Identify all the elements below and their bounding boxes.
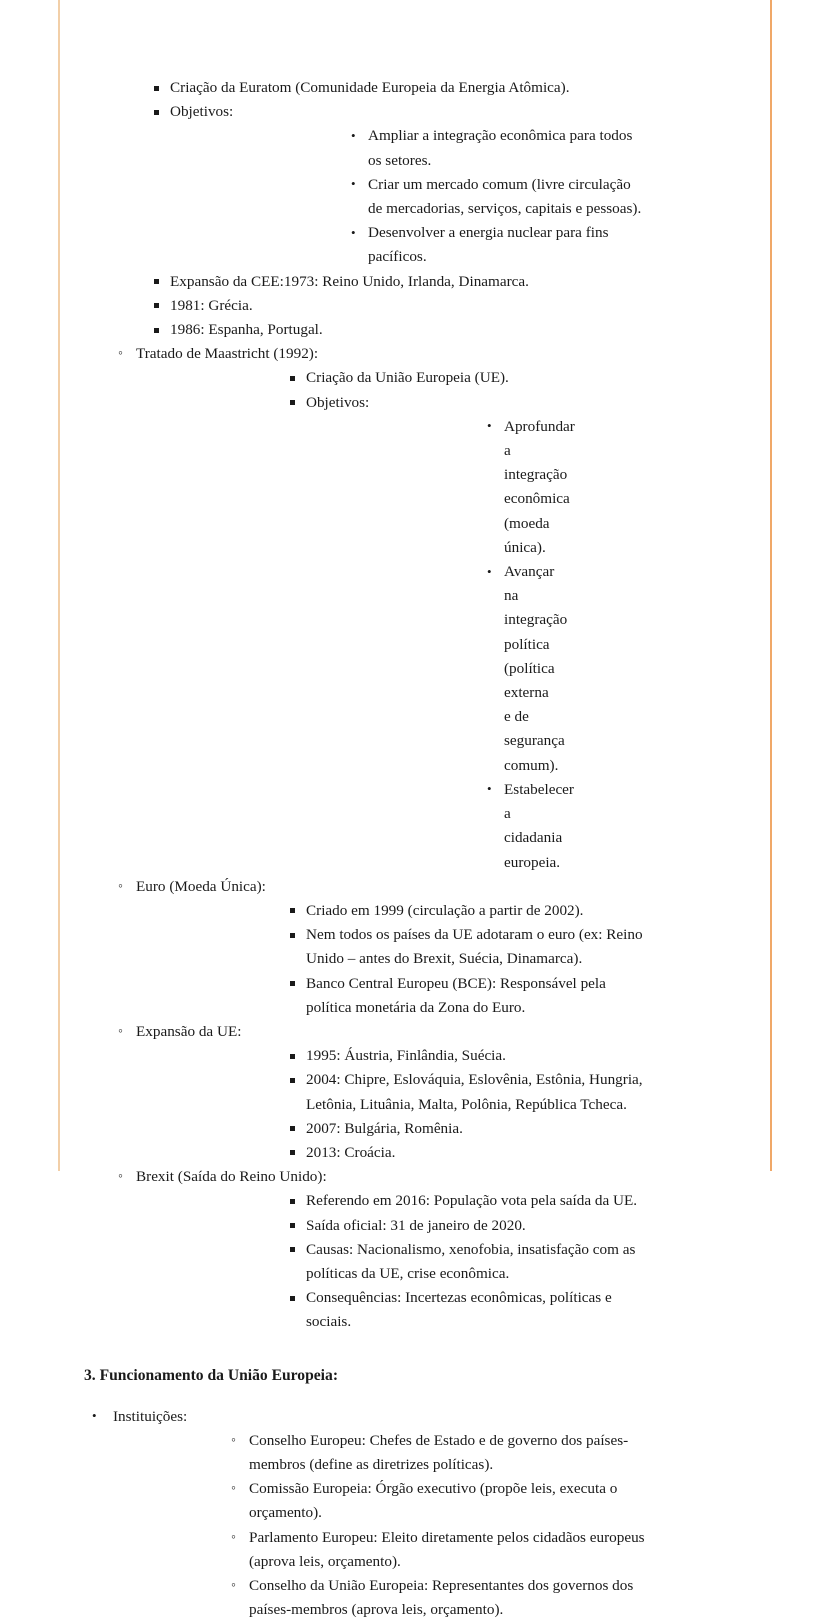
list-item-text: 1981: Grécia. (170, 296, 253, 314)
list-item (170, 173, 736, 221)
document-content (0, 76, 828, 1622)
list-item (136, 1286, 738, 1334)
list-item (136, 1044, 738, 1068)
outline-list-level-3 (0, 76, 828, 342)
list-item (0, 318, 828, 342)
list-item-text: ◦ Brexit (Saída do Reino Unido): (136, 1168, 327, 1186)
list-item-text: 2013: Croácia. (306, 1143, 396, 1161)
list-item (113, 1477, 738, 1525)
list-item-text: Expansão da CEE:1973: Reino Unido, Irlanda, Dinamarca. (170, 272, 529, 290)
list-item-text: • Criar um mercado comum (livre circulação de mercadorias, serviços, capitais e pessoas). (368, 175, 642, 218)
list-item-text: Objetivos: (306, 393, 370, 411)
list-item-text: Banco Central Europeu (BCE): Responsável pela política monetária da Zona do Euro. (306, 974, 606, 1016)
list-item-text: • Ampliar a integração econômica para todos os setores. (368, 127, 633, 169)
outline-list-level-3 (136, 1044, 738, 1165)
list-item (136, 391, 738, 875)
list-item-text: ◦ Parlamento Europeu: Eleito diretamente pelos cidadãos europeus (aprova leis, orçamento). (249, 1528, 645, 1570)
list-item-text: Consequências: Incertezas econômicas, políticas e sociais. (306, 1289, 612, 1331)
outline-list-level-4 (306, 415, 646, 875)
list-item-text: ◦ Expansão da UE: (136, 1022, 242, 1040)
outline-list-level-3 (136, 899, 738, 1020)
list-item-text: ◦ Conselho da União Europeia: Representantes dos governos dos países-membros (aprova leis, orçamento). (249, 1576, 634, 1619)
outline-list-level-3 (136, 1189, 738, 1334)
list-item (136, 366, 738, 390)
list-item-text: ◦ Tratado de Maastricht (1992): (136, 345, 319, 363)
list-item-text: • Instituições: (113, 1407, 188, 1425)
list-item-text: Causas: Nacionalismo, xenofobia, insatisfação com as políticas da UE, crise econômica. (306, 1240, 636, 1282)
list-item-text: ◦ Comissão Europeia: Órgão executivo (propõe leis, executa o orçamento). (249, 1480, 618, 1522)
list-item-text: • Avançar na integração política (política externa e de segurança comum). (504, 563, 568, 774)
list-item (0, 76, 828, 100)
list-item (113, 1526, 738, 1574)
heading-spacer (0, 1388, 828, 1405)
list-item-text: • Desenvolver a energia nuclear para fins pacíficos. (368, 224, 609, 266)
list-item (0, 294, 828, 318)
list-item (170, 124, 736, 172)
list-item-text: • Estabelecer a cidadania europeia. (504, 780, 574, 871)
list-item (136, 899, 738, 923)
list-item-text: Criação da Euratom (Comunidade Europeia da Energia Atômica). (170, 79, 570, 96)
list-item (0, 342, 828, 874)
list-item-text: • Aprofundar a integração econômica (moeda única). (504, 417, 575, 556)
list-item-text: Nem todos os países da UE adotaram o euro (ex: Reino Unido – antes do Brexit, Suécia, Dinamarca). (306, 926, 643, 968)
list-item (306, 778, 646, 875)
list-item-text: ◦ Euro (Moeda Única): (136, 877, 266, 895)
list-item-text: 1986: Espanha, Portugal. (170, 321, 323, 339)
list-item-text: 2007: Bulgária, Romênia. (306, 1119, 463, 1137)
list-item (0, 1405, 828, 1622)
list-item (136, 1117, 738, 1141)
list-item (136, 972, 738, 1020)
list-item (136, 923, 738, 971)
list-item (306, 560, 646, 778)
list-item (0, 1020, 828, 1165)
list-item (136, 1238, 738, 1286)
list-item-text: Referendo em 2016: População vota pela saída da UE. (306, 1192, 638, 1210)
list-item-text: Criação da União Europeia (UE). (306, 369, 509, 387)
outline-list-level-4 (170, 124, 736, 269)
list-item-text: Saída oficial: 31 de janeiro de 2020. (306, 1216, 526, 1234)
list-item-text: 1995: Áustria, Finlândia, Suécia. (306, 1047, 506, 1065)
section-heading: 3. Funcionamento da União Europeia: (84, 1366, 339, 1384)
outline-list-level-3 (136, 366, 738, 874)
list-item (136, 1189, 738, 1213)
list-item-text: Objetivos: (170, 103, 234, 121)
list-item (113, 1429, 738, 1477)
list-item (0, 270, 828, 294)
list-item (170, 221, 736, 269)
list-item (306, 415, 646, 560)
list-item (113, 1574, 738, 1622)
list-item (0, 1165, 828, 1334)
list-item-text: 2004: Chipre, Eslováquia, Eslovênia, Estônia, Hungria, Letônia, Lituânia, Malta, Polônia, República Tcheca. (306, 1071, 643, 1113)
list-item (136, 1141, 738, 1165)
list-item (136, 1214, 738, 1238)
list-item (0, 875, 828, 1020)
list-item-text: Criado em 1999 (circulação a partir de 2002). (306, 901, 584, 919)
list-item (136, 1068, 738, 1116)
list-item-text: ◦ Conselho Europeu: Chefes de Estado e de governo dos países-membros (define as diretrizes políticas). (249, 1431, 629, 1473)
outline-list-level-2 (113, 1429, 738, 1622)
outline-list-level-2 (0, 342, 828, 1334)
list-item (0, 100, 828, 269)
outline-list-level-1 (0, 1405, 828, 1622)
